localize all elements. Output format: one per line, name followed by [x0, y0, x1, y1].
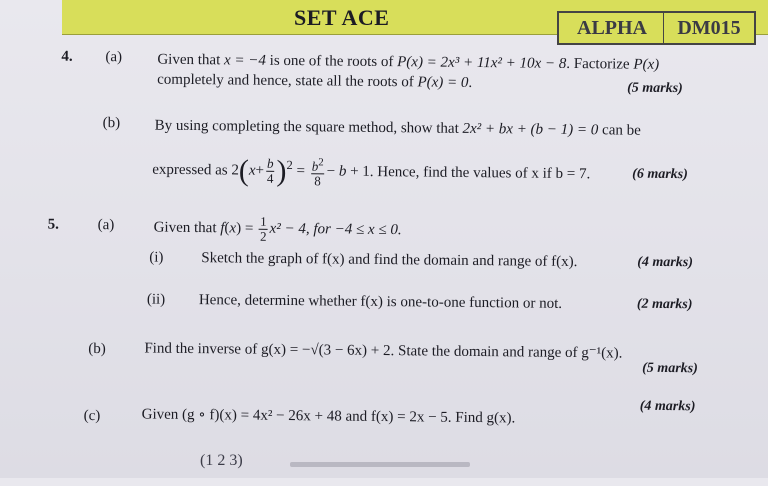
- q5c-marks: (4 marks): [639, 398, 696, 415]
- q4b-marks: (6 marks): [632, 166, 688, 183]
- math: 2x² + bx + (b − 1) = 0: [462, 120, 599, 139]
- q5ai-text: Sketch the graph of f(x) and find the domain and range of f(x).: [201, 250, 578, 271]
- q5a-label: (a): [97, 217, 115, 234]
- math: x = −4: [223, 52, 267, 69]
- text: .: [468, 74, 473, 91]
- text: expressed as: [152, 161, 232, 179]
- text: By using completing the square method, show that: [154, 117, 463, 137]
- math: P(x) = 2x³ + 11x² + 10x − 8: [397, 54, 567, 72]
- set-title: SET ACE: [294, 5, 390, 30]
- q4a-marks: (5 marks): [627, 80, 683, 97]
- text: Given that: [153, 219, 221, 237]
- q5a-line: Given that f(x) = $\frac{1}{2}$ x² − 4, for −4 ≤ x ≤ 0.: [153, 213, 402, 244]
- footer-scribble: [200, 452, 490, 478]
- q5c-text: Given (g ∘ f)(x) = 4x² − 26x + 48 and f(x) = 2x − 5. Find g(x).: [141, 406, 516, 427]
- math: P(x): [633, 56, 660, 73]
- q4a-line1: [157, 52, 659, 74]
- series-label: ALPHA: [557, 11, 667, 45]
- q4b-line1: [155, 118, 641, 140]
- q5aii-marks: (2 marks): [636, 296, 693, 313]
- q5c-label: (c): [83, 407, 101, 425]
- q4b-label: (b): [102, 115, 121, 132]
- q5ai-label: (i): [149, 249, 164, 266]
- text: x² − 4, for −4 ≤ x ≤ 0.: [269, 220, 402, 239]
- completed-square-expression: 2(x+ $\frac{b}{4}$ )$^2$ = $\frac{b^2}{8}$ − b + 1: [231, 154, 370, 189]
- math: P(x) = 0: [417, 74, 469, 91]
- q4b-line2: [152, 154, 590, 192]
- scribble-line: [290, 462, 470, 467]
- scribble-text: (1 2 3): [200, 452, 243, 469]
- q4a-label: (a): [105, 49, 123, 66]
- text: Given that: [157, 51, 225, 69]
- code-label: DM015: [663, 11, 756, 45]
- q5b-marks: (5 marks): [642, 360, 698, 377]
- text: can be: [598, 122, 641, 139]
- text: . Hence, find the values of x if b = 7.: [369, 163, 591, 183]
- q5aii-text: Hence, determine whether f(x) is one-to-one function or not.: [198, 292, 563, 312]
- q5aii-label: (ii): [146, 291, 166, 308]
- q5b-label: (b): [88, 340, 106, 358]
- q5-number: 5.: [47, 216, 59, 233]
- q4a-line2: [157, 72, 472, 92]
- text: . Factorize: [566, 55, 634, 73]
- q5b-text: Find the inverse of g(x) = −√(3 − 6x) + 2. State the domain and range of g⁻¹(x).: [144, 340, 623, 362]
- text: is one of the roots of: [265, 52, 398, 71]
- q4-number: 4.: [61, 48, 73, 65]
- q5ai-marks: (4 marks): [637, 254, 693, 271]
- text: completely and hence, state all the roots of: [157, 71, 418, 91]
